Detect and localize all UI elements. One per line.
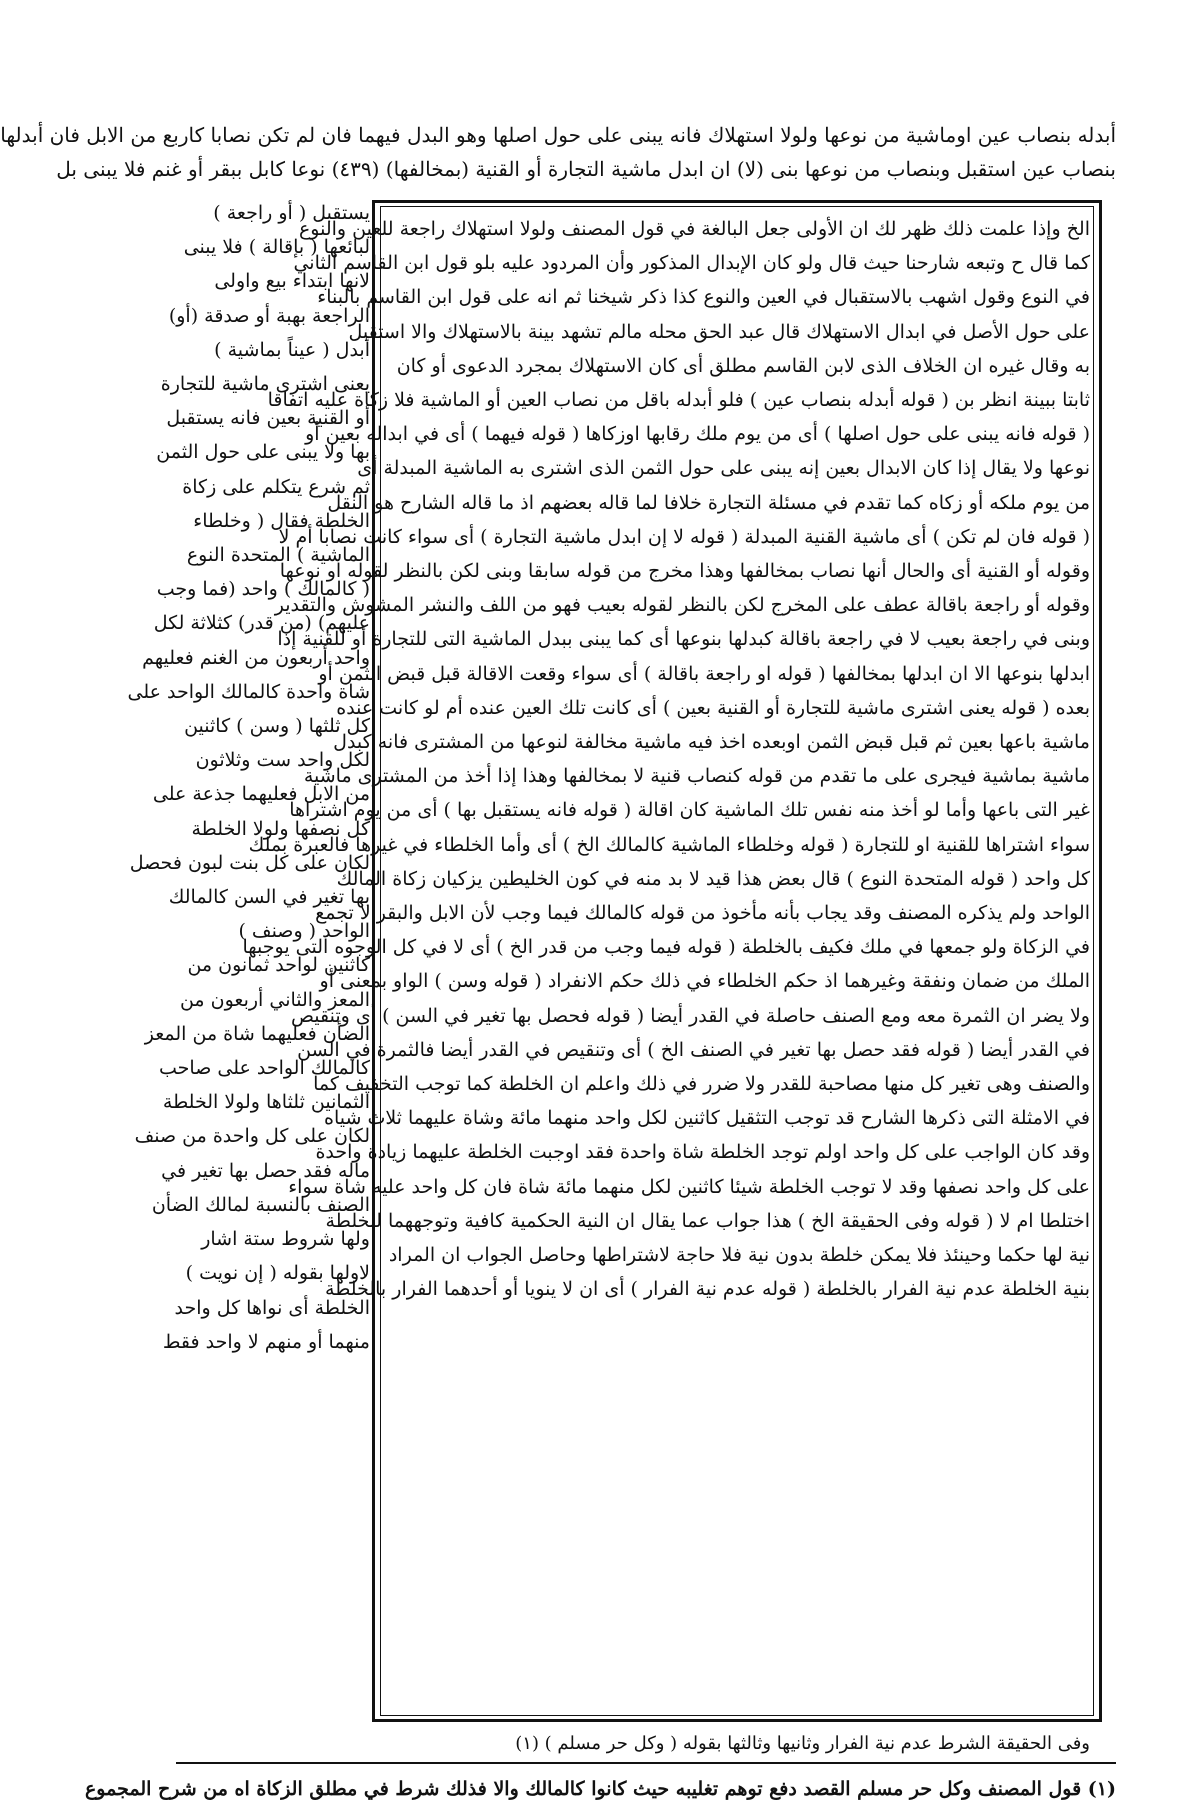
footnote: (١) قول المصنف وكل حر مسلم القصد دفع توهم تغليبه حيث كانوا كالمالك والا فذلك شرط في مطلق الزكاة اه من شرح المجموع bbox=[84, 1778, 1116, 1800]
side-line: ولها شروط ستة اشار bbox=[201, 1228, 370, 1251]
side-line: واحد أربعون من الغنم فعليهم bbox=[142, 646, 370, 669]
commentary-line: اختلطا ام لا ( قوله وفى الحقيقة الخ ) هذا جواب عما يقال ان النية الحكمية كافية وتوجههما للخلطة bbox=[325, 1209, 1090, 1232]
commentary-line: في الامثلة التى ذكرها الشارح قد توجب التثقيل كاثنين لكل واحد منهما مائة وشاة عليهما ثلاث شياه bbox=[324, 1107, 1090, 1130]
side-line: كل نصفها ولولا الخلطة bbox=[191, 817, 370, 840]
commentary-line: نية لها حكما وحينئذ فلا يمكن خلطة بدون نية فلا حاجة لاشتراطها وحاصل الجواب ان المراد bbox=[388, 1244, 1090, 1267]
commentary-line: كما قال ح وتبعه شارحنا حيث قال ولو كان الإبدال المذكور وأن المردود عليه بلو قول ابن القاسم الثاني bbox=[293, 252, 1090, 275]
side-line: لانها ابتداء بيع واولى bbox=[214, 270, 370, 293]
side-line: كاثنين لواحد ثمانون من bbox=[187, 954, 370, 977]
side-line: يعنى اشترى ماشية للتجارة bbox=[160, 373, 370, 396]
commentary-line: نوعها ولا يقال إذا كان الابدال بعين إنه يبنى على حول الثمن الذى اشترى به الماشية المبدلة أى bbox=[357, 457, 1090, 480]
commentary-line: ( قوله فانه يبنى على حول اصلها ) أى من يوم ملك رقابها اوزكاها ( قوله فيهما ) أى في ابداله بعين أو bbox=[305, 423, 1090, 446]
commentary-line: الخ وإذا علمت ذلك ظهر لك ان الأولى جعل البالغة في قول المصنف ولولا استهلاك راجعة للعين والنوع bbox=[298, 218, 1090, 240]
commentary-line: غير التى باعها وأما لو أخذ منه نفس تلك الماشية كان اقالة ( قوله فانه يستقبل بها ) أى من يوم اشتراها bbox=[289, 799, 1090, 822]
side-line: ثم شرع يتكلم على زكاة bbox=[182, 475, 370, 498]
header-line-1: أبدله بنصاب عين اوماشية من نوعها ولولا استهلاك فانه يبنى على حول اصلها وهو البدل فيهما فان لم تكن نصابا كاربع من الابل فان أبدلها bbox=[0, 123, 1116, 147]
side-line: الواحد ( وصنف ) bbox=[238, 920, 370, 943]
side-line: يستقبل ( أو راجعة ) bbox=[213, 202, 370, 224]
side-line: الخلطة أى نواها كل واحد bbox=[174, 1296, 370, 1319]
commentary-line: ( قوله فان لم تكن ) أى ماشية القنية المبدلة ( قوله لا إن ابدل ماشية التجارة ) أى سواء كانت نصابا أم لا bbox=[278, 525, 1090, 548]
side-line: لكان على كل بنت لبون فحصل bbox=[129, 851, 370, 874]
commentary-line: بنية الخلطة عدم نية الفرار بالخلطة ( قوله عدم نية الفرار ) أى ان لا ينويا أو أحدهما الفرار بالخلطة bbox=[325, 1278, 1090, 1301]
commentary-line: وقوله أو القنية أى والحال أنها نصاب بمخالفها وهذا مخرج من قوله سابقا وبنى لكن بالنظر لقوله او نوعها bbox=[279, 560, 1090, 583]
side-line: أو القنية بعين فانه يستقبل bbox=[166, 407, 370, 430]
commentary-line: الملك من ضمان ونفقة وغيرهما اذ حكم الخلطاء في ذلك حكم الانفراد ( قوله وسن ) الواو بمعنى أو bbox=[319, 970, 1090, 993]
side-line: الراجعة بهبة أو صدقة (أو) bbox=[168, 304, 370, 327]
side-line: أبدل ( عيناً بماشية ) bbox=[214, 338, 370, 361]
commentary-line: وقوله أو راجعة باقالة عطف على المخرج لكن بالنظر لقوله بعيب فهو من اللف والنشر المشوش والتقدير bbox=[274, 594, 1090, 617]
header-line-2: بنصاب عين استقبل وبنصاب من نوعها بنى (لا) ان ابدل ماشية التجارة أو القنية (بمخالفها) (٤٣٩) نوعا كابل ببقر أو غنم فلا يبنى بل bbox=[56, 157, 1116, 181]
commentary-line: وبنى في راجعة بعيب لا في راجعة باقالة كبدلها بنوعها أى كما يبنى ببدل الماشية التى للتجارة أو للقنية إذا bbox=[277, 628, 1090, 651]
commentary-line: ثابتا ببينة انظر بن ( قوله أبدله بنصاب عين ) فلو أبدله باقل من نصاب العين أو الماشية فلا زكاة عليه اتفاقا bbox=[267, 389, 1090, 412]
commentary-line: ماشية باعها بعين ثم قبل قبض الثمن اوبعده اخذ فيه ماشية مخالفة لنوعها من المشترى فانه كبدل bbox=[333, 731, 1090, 754]
commentary-line: وقد كان الواجب على كل واحد اولم توجد الخلطة شاة واحدة فقد اوجبت الخلطة عليهما زيادة واحدة bbox=[315, 1141, 1090, 1164]
side-line: لكل واحد ست وثلاثون bbox=[195, 749, 370, 772]
side-line: عليهم) (من قدر) كثلاثة لكل bbox=[153, 612, 370, 635]
commentary-line: الواحد ولم يذكره المصنف وقد يجاب بأنه مأخوذ من قوله كالمالك فيما وجب لأن الابل والبقر لا تجمع bbox=[315, 902, 1090, 925]
side-line: شاة واحدة كالمالك الواحد على bbox=[127, 680, 370, 703]
commentary-line: من يوم ملكه أو زكاه كما تقدم في مسئلة التجارة خلافا لما قاله بعضهم اذ ما قاله الشارح هو النقل bbox=[327, 491, 1090, 514]
side-line: كل ثلثها ( وسن ) كاثنين bbox=[184, 715, 370, 738]
side-line: من الابل فعليهما جذعة على bbox=[152, 783, 370, 806]
side-line: بها تغير في السن كالمالك bbox=[168, 886, 370, 909]
commentary-line: سواء اشتراها للقنية او للتجارة ( قوله وخلطاء الماشية كالمالك الخ ) أى وأما الخلطاء في غيرها فالعبرة بملك bbox=[248, 833, 1090, 856]
commentary-line: والصنف وهى تغير كل منها مصاحبة للقدر ولا ضرر في ذلك واعلم ان الخلطة كما توجب التخفيف كما bbox=[313, 1073, 1090, 1096]
side-line: الثمانين ثلثاها ولولا الخلطة bbox=[162, 1091, 370, 1114]
commentary-line: على كل واحد نصفها وقد لا توجب الخلطة شيئا كاثنين لكل منهما مائة شاة فان كل واحد عليه شاة سواء bbox=[288, 1175, 1090, 1198]
commentary-line: به وقال غيره ان الخلاف الذى لابن القاسم مطلق أى كان الاستهلاك بمجرد الدعوى أو كان bbox=[396, 354, 1090, 377]
commentary-line: كل واحد ( قوله المتحدة النوع ) قال بعض هذا قيد لا بد منه في كون الخليطين يزكيان زكاة المالك bbox=[336, 867, 1090, 890]
side-line: الصنف بالنسبة لمالك الضأن bbox=[151, 1193, 370, 1216]
side-line: المعز والثاني أربعون من bbox=[179, 988, 370, 1011]
side-line: الماشية ) المتحدة النوع bbox=[186, 544, 370, 567]
side-line: الضأن فعليهما شاة من المعز bbox=[144, 1022, 370, 1045]
side-line: منهما أو منهم لا واحد فقط bbox=[162, 1330, 370, 1353]
commentary-line: ابدلها بنوعها الا ان ابدلها بمخالفها ( قوله او راجعة باقالة ) أى سواء وقعت الاقالة قبل قبض الثمن أو bbox=[318, 662, 1090, 685]
commentary-line: في الزكاة ولو جمعها في ملك فكيف بالخلطة ( قوله فيما وجب من قدر الخ ) أى لا في كل الوجوه التى يوجبها bbox=[242, 936, 1090, 959]
side-line: لاولها بقوله ( إن نويت ) bbox=[185, 1262, 370, 1285]
side-line: لبائعها ( بإقالة ) فلا يبنى bbox=[183, 236, 370, 259]
commentary-line: على حول الأصل في ابدال الاستهلاك قال عبد الحق محله مالم تشهد بينة بالاستهلاك والا استقبل bbox=[348, 320, 1090, 343]
header-text bbox=[0, 118, 1116, 186]
side-line: لكان على كل واحدة من صنف bbox=[134, 1125, 370, 1148]
side-line: الخلطة فقال ( وخلطاء bbox=[193, 509, 370, 532]
continuation-line: وفى الحقيقة الشرط عدم نية الفرار وثانيها وثالثها بقوله ( وكل حر مسلم ) (١) bbox=[515, 1733, 1090, 1754]
side-line: كالمالك الواحد على صاحب bbox=[159, 1057, 370, 1080]
commentary-line: في النوع وقول اشهب بالاستقبال في العين والنوع كذا ذكر شيخنا ثم انه على قول ابن القاسم بالبناء bbox=[317, 286, 1090, 309]
side-line: ماله فقد حصل بها تغير في bbox=[161, 1159, 370, 1182]
commentary-line: بعده ( قوله يعنى اشترى ماشية للتجارة أو القنية بعين ) أى كانت تلك العين عنده أم لو كانت عنده bbox=[336, 696, 1090, 719]
side-line: ( كالمالك ) واحد (فما وجب bbox=[156, 578, 370, 601]
side-line: بها ولا يبنى على حول الثمن bbox=[156, 441, 370, 464]
commentary-line: ولا يضر ان الثمرة معه ومع الصنف حاصلة في القدر أيضا ( قوله فحصل بها تغير في السن ) أى وتنقيص bbox=[291, 1004, 1090, 1027]
footnote-rule bbox=[176, 1762, 1116, 1764]
commentary-line: في القدر أيضا ( قوله فقد حصل بها تغير في الصنف الخ ) أى وتنقيص في القدر أيضا فالثمرة في السن bbox=[297, 1038, 1090, 1061]
commentary-line: ماشية بماشية فيجرى على ما تقدم من قوله كنصاب قنية لا بمخالفها وهذا إذا أخذ من المشترى ماشية bbox=[303, 765, 1090, 788]
